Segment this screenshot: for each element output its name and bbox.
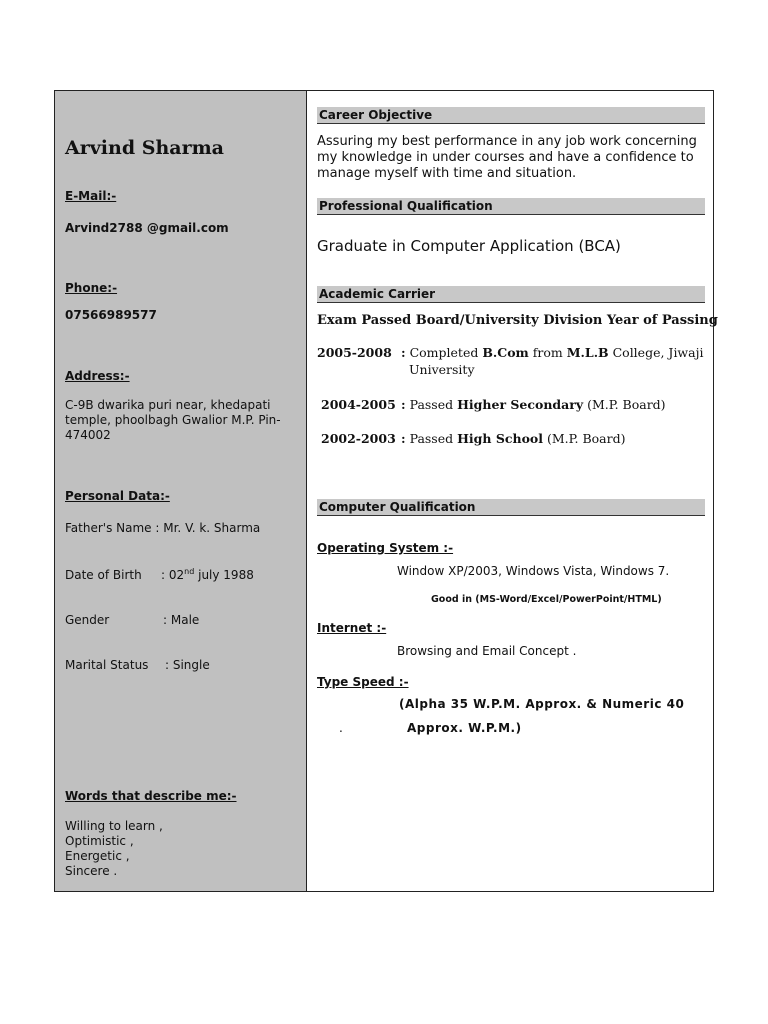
type-speed-line1: (Alpha 35 W.P.M. Approx. & Numeric 40 — [399, 697, 685, 711]
phone-value: 07566989577 — [65, 308, 157, 322]
professional-qualification-heading: Professional Qualification — [317, 198, 705, 215]
academic-pre: Passed — [409, 431, 458, 446]
academic-college: M.L.B — [566, 345, 609, 360]
marital-value: : Single — [165, 658, 210, 672]
academic-degree: High School — [457, 431, 543, 446]
academic-table-header: Exam Passed Board/University Division Year of Passing — [317, 313, 718, 328]
academic-row — [317, 345, 703, 360]
email-value: Arvind2788 @gmail.com — [65, 221, 229, 235]
marital-key: Marital Status — [65, 658, 149, 672]
academic-pre: Completed — [409, 345, 483, 360]
marital-row — [65, 658, 210, 672]
gender-key: Gender — [65, 613, 110, 627]
dob-row — [65, 567, 254, 582]
father-name-key: Father's Name — [65, 521, 152, 535]
dob-key: Date of Birth — [65, 568, 142, 582]
resume-frame — [54, 90, 718, 892]
academic-row-line2: University — [409, 362, 475, 377]
os-label: Operating System :- — [317, 541, 454, 555]
internet-value: Browsing and Email Concept . — [397, 644, 577, 658]
academic-degree: B.Com — [482, 345, 529, 360]
candidate-name: Arvind Sharma — [65, 137, 224, 159]
academic-post: College, Jiwaji — [608, 345, 704, 360]
computer-qualification-heading: Computer Qualification — [317, 499, 705, 516]
gender-row — [65, 613, 199, 627]
address-label: Address:- — [65, 369, 130, 383]
academic-degree: Higher Secondary — [457, 397, 584, 412]
career-objective-text: Assuring my best performance in any job work concerning my knowledge in under courses and have a confidence to manage myself with time and situation. — [317, 134, 697, 181]
career-objective-heading: Career Objective — [317, 107, 705, 124]
personal-data-label: Personal Data:- — [65, 489, 170, 503]
internet-label: Internet :- — [317, 621, 387, 635]
left-column — [55, 91, 307, 891]
word-item: Energetic , — [65, 849, 130, 863]
professional-qualification-text: Graduate in Computer Application (BCA) — [317, 237, 621, 255]
academic-year: 2005-2008 — [317, 345, 392, 360]
dob-sup: nd — [184, 567, 195, 576]
word-item: Sincere . — [65, 864, 118, 878]
academic-sep: : — [400, 345, 406, 360]
os-value: Window XP/2003, Windows Vista, Windows 7. — [397, 564, 670, 578]
address-value: C-9B dwarika puri near, khedapati temple, phoolbagh Gwalior M.P. Pin-474002 — [65, 398, 281, 442]
academic-post: (M.P. Board) — [583, 397, 666, 412]
father-name-value: : Mr. V. k. Sharma — [155, 521, 261, 535]
academic-sep: : — [400, 397, 406, 412]
type-speed-dot: . — [339, 721, 343, 735]
type-speed-label: Type Speed :- — [317, 675, 409, 689]
phone-label: Phone:- — [65, 281, 118, 295]
words-list — [65, 819, 163, 879]
father-name-row — [65, 521, 260, 535]
academic-row — [321, 431, 625, 446]
gender-value: : Male — [163, 613, 200, 627]
academic-year: 2002-2003 — [321, 431, 396, 446]
academic-post: (M.P. Board) — [543, 431, 626, 446]
academic-sep: : — [400, 431, 406, 446]
dob-value-prefix: : 02 — [161, 568, 185, 582]
right-column — [317, 91, 718, 891]
academic-carrier-heading: Academic Carrier — [317, 286, 705, 303]
academic-pre: Passed — [409, 397, 458, 412]
email-label: E-Mail:- — [65, 189, 117, 203]
type-speed-line2: Approx. W.P.M.) — [407, 721, 522, 735]
academic-row — [321, 397, 666, 412]
word-item: Optimistic , — [65, 834, 134, 848]
word-item: Willing to learn , — [65, 819, 163, 833]
academic-mid: from — [528, 345, 567, 360]
words-label: Words that describe me:- — [65, 789, 237, 803]
good-in-text: Good in (MS-Word/Excel/PowerPoint/HTML) — [431, 594, 662, 605]
academic-year: 2004-2005 — [321, 397, 396, 412]
dob-value-suffix: july 1988 — [194, 568, 254, 582]
